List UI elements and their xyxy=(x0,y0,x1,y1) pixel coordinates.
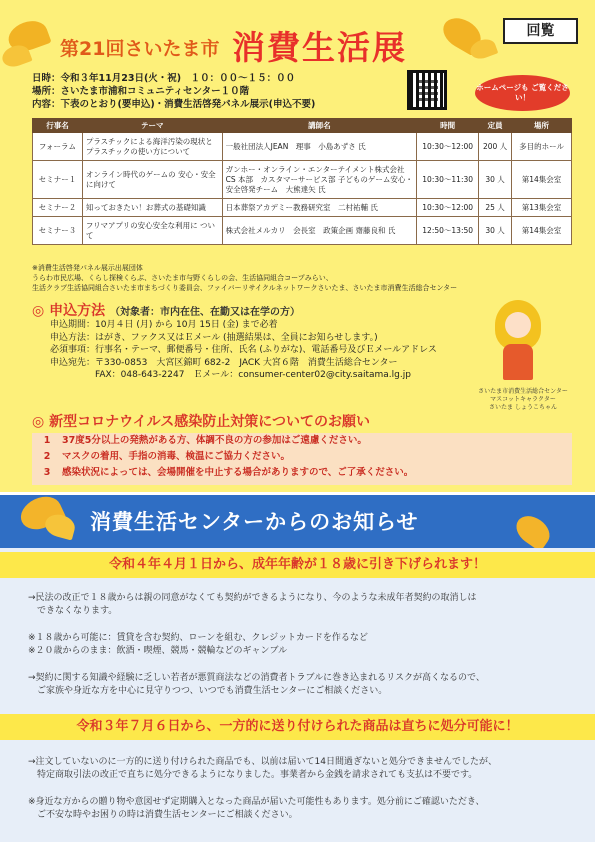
table-row xyxy=(33,133,572,161)
notice-paragraph: →契約に関する知識や経験に乏しい若者が悪質商法などの消費者トラブルに巻き込まれるリスクが高くなるので、 ご家族や身近な方を中心に見守りつつ、いつでも消費生活センターにご相談ください。 xyxy=(28,673,485,696)
cell-theme: プラスチックによる海洋汚染の現状と プラスチックの使い方について xyxy=(82,133,222,161)
circulation-badge: 回覧 xyxy=(503,18,578,44)
cell-event: フォーラム xyxy=(33,133,83,161)
cell-speaker: ガンホー・オンライン・エンターテイメント株式会社 CS 本部 カスタマーサービス部 子どものゲーム安心・安全啓発チーム 大熊達矢 氏 xyxy=(222,161,417,199)
cell-time: 10:30～12:00 xyxy=(417,133,479,161)
apply-address: 申込宛先：〒330-0853 大宮区錦町 682-2 JACK 大宮６階 消費生活総合センター xyxy=(50,357,398,368)
list-item: 2 マスクの着用、手指の消毒、検温にご協力ください。 xyxy=(43,451,291,462)
event-info xyxy=(32,72,315,111)
apply-fax-email: FAX：048-643-2247 Ｅメール：consumer-center02@city.saitama.lg.jp xyxy=(95,370,411,380)
notice-paragraph: →注文していないのに一方的に送り付けられた商品でも、以前は届いて14日間過ぎないと処分できませんでしたが、 特定商取引法の改正で直ちに処分できるようになりました。事業者から金銭を請求されても支払は不要です。 xyxy=(28,757,497,780)
covid-list xyxy=(32,433,572,485)
age-banner: 令和４年４月１日から、成年年齢が１８歳に引き下げられます！ xyxy=(0,552,595,578)
qr-code-icon[interactable] xyxy=(407,70,447,110)
cell-theme: オンライン時代のゲームの 安心・安全に向けて xyxy=(82,161,222,199)
apply-required: 必須事項：行事名・テーマ、郵便番号・住所、氏名 (ふりがな)、電話番号及びＥメールアドレス xyxy=(50,345,437,355)
apply-heading xyxy=(32,300,300,320)
cell-capacity: 25 人 xyxy=(479,199,512,217)
covid-heading: ◎ 新型コロナウイルス感染防止対策についてのお願い xyxy=(32,414,370,430)
apply-heading-text: ◎ 申込方法 xyxy=(32,303,106,319)
list-item: 3 感染状況によっては、会場開催を中止する場合がありますので、ご了承ください。 xyxy=(43,467,414,478)
delivery-banner: 令和３年７月６日から、一方的に送り付けられた商品は直ちに処分可能に！ xyxy=(0,714,595,740)
note-line: ※消費生活啓発パネル展示出展団体 xyxy=(32,264,143,272)
col-header: 講師名 xyxy=(222,119,417,133)
table-row xyxy=(33,217,572,245)
cell-event: セミナー３ xyxy=(33,217,83,245)
col-header: 場所 xyxy=(512,119,572,133)
event-date: 日時：令和３年11月23日(火・祝) １０：００～１５：００ xyxy=(32,73,296,84)
cell-time: 10:30～12:00 xyxy=(417,199,479,217)
notice-paragraph: →民法の改正で１８歳からは親の同意がなくても契約ができるようになり、今のような未成年者契約の取消しは できなくなります。 xyxy=(28,593,477,616)
cell-place: 第13集会室 xyxy=(512,199,572,217)
cell-event: セミナー２ xyxy=(33,199,83,217)
cell-speaker: 日本葬祭アカデミー教務研究室 二村祐輔 氏 xyxy=(222,199,417,217)
cell-place: 多目的ホール xyxy=(512,133,572,161)
cell-time: 12:50～13:50 xyxy=(417,217,479,245)
mascot-caption: さいたま市消費生活総合センター マスコットキャラクター さいたま しょうこちゃん xyxy=(478,388,568,411)
exhibitor-note xyxy=(32,263,457,293)
cell-capacity: 30 人 xyxy=(479,217,512,245)
cell-capacity: 30 人 xyxy=(479,161,512,199)
homepage-bubble: ホームページも ご覧ください！ xyxy=(475,75,570,111)
note-line: うらわ市民広場、くらし探検くらぶ、さいたま市与野くらしの会、生活協同組合コープみらい、 xyxy=(32,274,333,282)
col-header: 定員 xyxy=(479,119,512,133)
col-header: 時間 xyxy=(417,119,479,133)
list-item: 1 37度5分以上の発熱がある方、体調不良の方の参加はご遠慮ください。 xyxy=(43,435,367,446)
apply-period: 申込期間：10月４日 (月) から 10月 15日 (金) まで必着 xyxy=(50,320,278,330)
event-venue: 場所：さいたま市浦和コミュニティセンター１０階 xyxy=(32,86,250,97)
cell-time: 10:30～11:30 xyxy=(417,161,479,199)
page-title: 消費生活展 xyxy=(232,28,407,67)
cell-speaker: 一般社団法人JEAN 理事 小島あずさ 氏 xyxy=(222,133,417,161)
cell-place: 第14集会室 xyxy=(512,217,572,245)
title-sub: 第21回さいたま市 xyxy=(60,38,220,60)
cell-speaker: 株式会社メルカリ 会長室 政策企画 齋藤良和 氏 xyxy=(222,217,417,245)
schedule-table xyxy=(32,118,572,245)
table-row xyxy=(33,199,572,217)
notice-paragraph: ※１８歳から可能に：賃貸を含む契約、ローンを組む、クレジットカードを作るなど ※２０歳からのまま：飲酒・喫煙、競馬・競輪などのギャンブル xyxy=(28,633,368,656)
notice-title: 消費生活センターからのお知らせ xyxy=(90,510,419,534)
col-header: テーマ xyxy=(82,119,222,133)
cell-event: セミナー１ xyxy=(33,161,83,199)
cell-theme: フリマアプリの安心安全な利用に ついて xyxy=(82,217,222,245)
cell-place: 第14集会室 xyxy=(512,161,572,199)
cell-capacity: 200 人 xyxy=(479,133,512,161)
apply-method: 申込方法：はがき、ファクス又はＥメール (抽選結果は、全員にお知らせします。) xyxy=(50,332,378,343)
cell-theme: 知っておきたい！お葬式の基礎知識 xyxy=(82,199,222,217)
col-header: 行事名 xyxy=(33,119,83,133)
apply-details xyxy=(50,319,437,382)
note-line: 生活クラブ生活協同組合さいたま市まちづくり委員会、ファイバーリサイクルネットワークさいたま、さいたま市消費生活総合センター xyxy=(32,284,458,292)
table-row xyxy=(33,161,572,199)
event-content: 内容：下表のとおり(要申込)・消費生活啓発パネル展示(申込不要) xyxy=(32,99,316,110)
apply-heading-sub: （対象者：市内在住、在勤又は在学の方） xyxy=(109,307,300,318)
notice-paragraph: ※身近な方からの贈り物や意図せず定期購入となった商品が届いた可能性もあります。処分前にご確認いただき、 ご不安な時やお困りの時は消費生活センターにご相談ください。 xyxy=(28,797,485,820)
mascot-image xyxy=(495,300,541,380)
